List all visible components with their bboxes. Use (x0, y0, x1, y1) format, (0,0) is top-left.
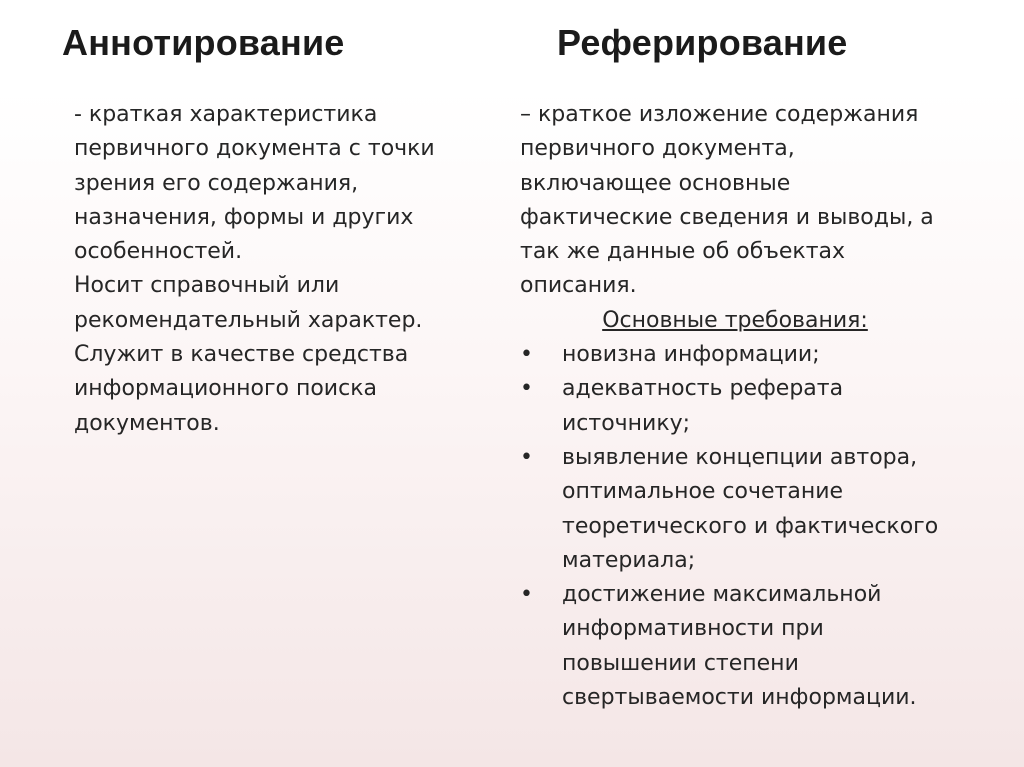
annotation-line: особенностей. (74, 239, 243, 265)
requirement-line: выявление концепции автора, (562, 444, 918, 470)
requirement-line: материала; (562, 547, 696, 573)
requirement-line: источнику; (562, 410, 691, 436)
annotation-line: зрения его содержания, (74, 170, 359, 196)
abstracting-line: так же данные об объектах (520, 239, 846, 265)
requirements-list (520, 338, 990, 715)
list-item (520, 441, 990, 578)
annotation-column (74, 98, 474, 441)
list-item (520, 372, 990, 441)
annotation-line: первичного документа с точки (74, 136, 435, 162)
annotation-line: информационного поиска (74, 376, 377, 402)
annotation-heading: Аннотирование (62, 22, 345, 63)
requirement-line: достижение максимальной (562, 582, 882, 608)
abstracting-line: описания. (520, 273, 637, 299)
annotation-line: назначения, формы и других (74, 204, 414, 230)
abstracting-line: – краткое изложение содержания (520, 102, 919, 127)
bullet-icon: • (520, 376, 533, 402)
requirements-heading: Основные требования: (602, 307, 868, 333)
requirement-line: оптимальное сочетание (562, 479, 844, 505)
abstracting-heading: Реферирование (557, 22, 848, 63)
list-item (520, 578, 990, 715)
abstracting-line: первичного документа, (520, 136, 795, 162)
bullet-icon: • (520, 582, 533, 608)
abstracting-line: включающее основные (520, 170, 791, 196)
annotation-line: Служит в качестве средства (74, 342, 409, 368)
bullet-icon: • (520, 444, 533, 470)
annotation-line: документов. (74, 410, 220, 436)
requirement-line: информативности при (562, 616, 824, 642)
requirement-line: повышении степени (562, 650, 799, 676)
list-item (520, 338, 990, 372)
requirement-line: свертываемости информации. (562, 685, 917, 711)
annotation-line: - краткая характеристика (74, 102, 378, 127)
abstracting-column (520, 98, 990, 715)
annotation-line: Носит справочный или (74, 273, 340, 299)
bullet-icon: • (520, 342, 533, 368)
requirement-line: новизна информации; (562, 342, 820, 368)
annotation-line: рекомендательный характер. (74, 307, 423, 333)
requirement-line: адекватность реферата (562, 376, 844, 402)
requirement-line: теоретического и фактического (562, 513, 939, 539)
abstracting-line: фактические сведения и выводы, а (520, 204, 934, 230)
